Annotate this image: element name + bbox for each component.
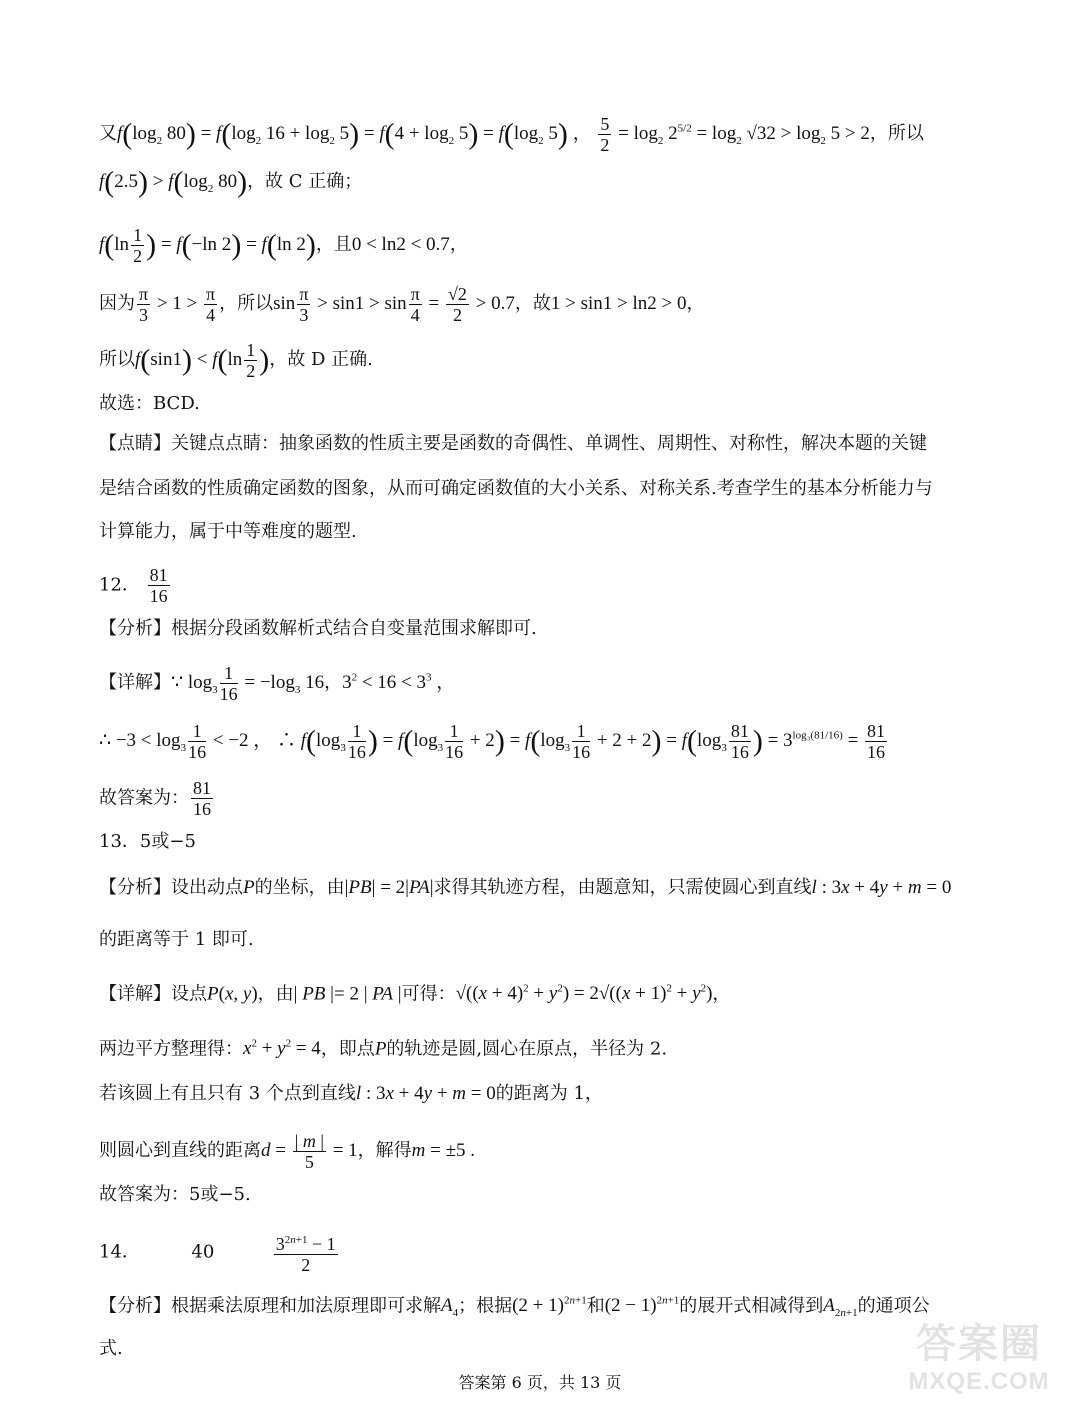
text: ，所以: [219, 292, 274, 314]
text: 又: [99, 122, 117, 144]
line-2: $f(2.5) > f(\log_2$ 80)，故 C 正确；: [99, 165, 363, 199]
ans-num: 81: [149, 565, 168, 585]
text: 求得其轨迹方程，由题意知，只需使圆心到直线: [433, 877, 812, 898]
text: ，: [449, 233, 468, 255]
text: 的距离为 1，: [495, 1083, 603, 1104]
line-1: 又$f(\log_2$ $80) = f(\log_2$ $16 + \log_2 5) = f(4 + \log_2 5) = f(\log_2$ 5) ， $\frac{5}{2}$ = $\log_2 2^{5/2} = \log_2 √32 > \log_2 5 > 2$，所以: [99, 114, 924, 155]
text: 两边平方整理得：: [99, 1038, 243, 1060]
text: 的展开式相减得到: [679, 1295, 824, 1317]
text: ，: [712, 983, 731, 1005]
text: ，: [324, 671, 343, 693]
line-25: 式.: [99, 1338, 123, 1359]
text: 【分析】根据乘法原理和加法原理即可求解: [99, 1295, 441, 1317]
line-3: f(ln $\frac{1}{2}$ ) = f(−ln 2) = f(ln 2)，且0 < ln2 < 0.7，: [99, 225, 468, 266]
text: 可得：: [401, 983, 456, 1005]
watermark-logo: [904, 1320, 1054, 1400]
text: 故答案为：: [99, 787, 189, 809]
text: ，解得: [357, 1139, 412, 1161]
line-4: 因为 $\frac{\pi}{3}$ > 1 > $\frac{\pi}{4}$ ，所以sin $\frac{\pi}{3}$ > sin1 > sin $\frac{\pi}{4}$ = $\frac{√2}{2}$ > 0.7，故1 > sin1 > ln2 > 0，: [99, 284, 705, 325]
text: ，所以: [869, 122, 924, 144]
line-11: 【分析】根据分段函数解析式结合自变量范围求解即可.: [99, 618, 537, 639]
text: 和: [586, 1295, 605, 1317]
line-14: 故答案为： $\frac{81}{16}$: [99, 778, 211, 819]
question-number: 14．: [99, 1241, 140, 1263]
line-20: 若该圆上有且只有 3 个点到直线l : 3x + 4y + m = 0的距离为 1，: [99, 1083, 603, 1104]
text: ；根据: [458, 1295, 513, 1317]
text: 则圆心到直线的距离: [99, 1139, 261, 1161]
text: 的通项公: [857, 1295, 930, 1317]
line-17: 的距离等于 1 即可.: [99, 929, 254, 950]
text: 【分析】设出动点: [99, 877, 243, 898]
question-number: 12．: [99, 574, 140, 596]
page-footer: 答案第 6 页，共 13 页: [458, 1373, 622, 1392]
line-12: 【详解】∵ $\log_3$ $\frac{1}{16}$ = $-\log_3$ 16，$3^2 < 16 < 3^3$ ，: [99, 663, 456, 704]
ans-den: 16: [149, 586, 168, 606]
line-18: 【详解】设点P(x, y)，由| PB |= 2 | PA |可得：$√((x + 4)^2 + y^2) = 2√((x + 1)^2 + y^2)$，: [99, 983, 731, 1005]
text: ，: [686, 292, 705, 314]
text: 的轨迹是圆,圆心在原点，半径为 2.: [386, 1038, 668, 1060]
line-6: 故选：BCD.: [99, 393, 200, 414]
text: ，故 D 正确.: [269, 348, 373, 370]
line-7: 【点睛】关键点点睛：抽象函数的性质主要是函数的奇偶性、单调性、周期性、对称性，解决本题的关键: [99, 433, 927, 454]
answer-1: 40: [191, 1241, 215, 1263]
text: ，且: [315, 233, 352, 255]
text: ，即点: [320, 1038, 375, 1060]
line-16: 【分析】设出动点P的坐标，由|PB| = 2|PA|求得其轨迹方程，由题意知，只需使圆心到直线l : 3x + 4y + m = 0: [99, 877, 952, 898]
line-21: 则圆心到直线的距离d = $\frac{| m |}{5}$ = 1，解得m = ±5 .: [99, 1131, 476, 1172]
q12-answer: [99, 565, 172, 606]
watermark-text-2: MXQE.COM: [908, 1368, 1050, 1395]
text: ，故: [514, 292, 551, 314]
text: 因为: [99, 292, 135, 314]
q13-answer: 13．5或−5: [99, 831, 196, 852]
text: ，故 C 正确；: [247, 171, 363, 192]
line-22: 故答案为：5或−5.: [99, 1184, 251, 1205]
line-8: 是结合函数的性质确定函数的图象，从而可确定函数值的大小关系、对称关系.考查学生的基本分析能力与: [99, 478, 933, 499]
watermark-text-1: 答案圈: [916, 1322, 1042, 1366]
q14-answer: 14． 40 $\frac{3^{2n+1} - 1}{2}$: [99, 1230, 340, 1275]
line-19: 两边平方整理得：$x^2 + y^2 = 4$，即点P的轨迹是圆,圆心在原点，半径为 2.: [99, 1038, 668, 1060]
text: 【详解】: [99, 671, 171, 693]
text: ，由: [257, 983, 294, 1005]
text: 若该圆上有且只有 3 个点到直线: [99, 1083, 356, 1104]
line-5: 所以f(sin1) < f(ln $\frac{1}{2}$ )，故 D 正确.: [99, 340, 373, 381]
line-9: 计算能力，属于中等难度的题型.: [99, 521, 357, 542]
text: 【详解】设点: [99, 983, 207, 1005]
line-13: ∴ $-3 < \log_3$ $\frac{1}{16}$ < −2 ， ∴ $f(\log_3$ $\frac{1}{16}$ ) = $f(\log_3$ $\frac{1}{16}$ + $2) = f(\log_3$ $\frac{1}{16}$ + $2 + 2) = f(\log_3$ $\frac{81}{16}$ ) = $3^{log_3(81/16)}$ = $\frac{81}{16}$: [99, 721, 886, 762]
text: 的坐标，由: [254, 877, 345, 898]
line-24: 【分析】根据乘法原理和加法原理即可求解$A_4$；根据$(2 + 1)^{2n+1}$和$(2 - 1)^{2n+1}$的展开式相减得到$A_{2n+1}$的通项公: [99, 1295, 930, 1320]
text: 所以: [99, 348, 135, 370]
